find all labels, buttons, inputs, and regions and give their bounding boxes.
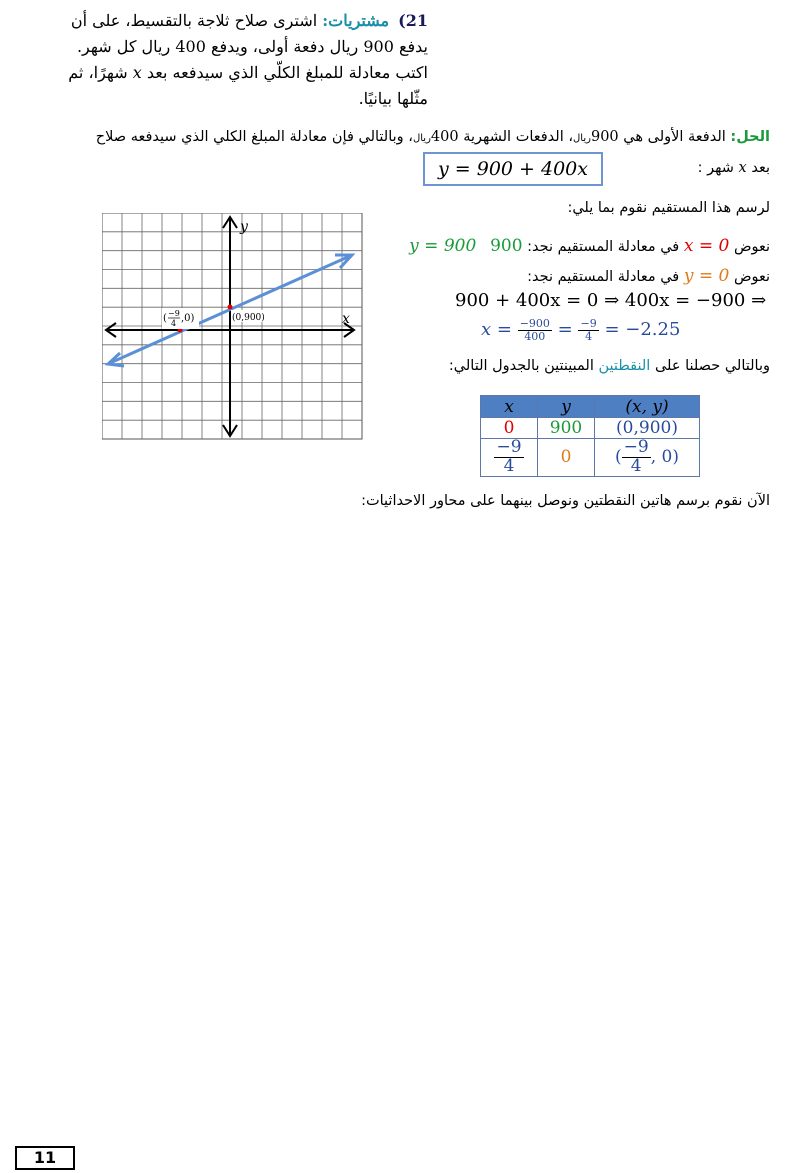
point2-label-close: ,0)	[181, 313, 195, 324]
table-row	[481, 418, 700, 439]
problem-var-x: x	[132, 63, 142, 82]
problem-statement	[8, 8, 428, 112]
solve-line-2	[481, 318, 680, 342]
table-frac-num: −9	[496, 437, 522, 457]
sub2-text-a: نعوض	[733, 269, 770, 285]
table-frac-den: 4	[503, 455, 515, 476]
table-header-row	[481, 396, 700, 418]
solution-text-a: الدفعة الأولى هي	[623, 129, 726, 145]
solve-fraction-1	[518, 318, 552, 342]
page-number: 11	[15, 1146, 75, 1170]
problem-text-3a: اكتب معادلة للمبلغ الكلّي الذي سيدفعه بعد	[146, 63, 428, 82]
point-0-900	[228, 305, 233, 310]
table-row	[481, 439, 700, 477]
table-cell: 0	[481, 418, 538, 439]
closing-text: الآن نقوم برسم هاتين النقطتين ونوصل بينهما على محاور الاحداثيات:	[361, 493, 770, 509]
substitution-x-zero	[409, 236, 770, 256]
solve-f1-den: 400	[524, 329, 546, 343]
solve-result: = −2.25	[604, 319, 681, 341]
solve-line-1: 900 + 400x = 0 ⇒ 400x = −900 ⇒	[455, 290, 767, 311]
solve-x: x =	[481, 319, 512, 341]
point2-label-num: −9	[168, 309, 180, 318]
table-cell: (0,900)	[595, 418, 700, 439]
sub1-text-a: نعوض	[733, 239, 770, 255]
table-intro-highlight: النقطتين	[598, 358, 651, 374]
table-cell: 900	[538, 418, 595, 439]
solve-f1-num: −900	[519, 317, 550, 330]
table-cell: 0	[538, 439, 595, 477]
table-intro	[449, 358, 770, 374]
after-var-x: x	[738, 160, 747, 176]
points-table	[480, 395, 700, 477]
problem-number: 21)	[398, 11, 428, 30]
solution-intro	[30, 126, 770, 150]
solve-fraction-2	[578, 318, 598, 342]
table-cell	[481, 439, 538, 477]
table-header-x: x	[481, 396, 538, 418]
coordinate-graph	[102, 213, 364, 441]
solve-f2-num: −9	[580, 317, 597, 330]
point2-label-den: 4	[171, 319, 177, 328]
pt-open: (	[615, 446, 622, 467]
plot-intro: لرسم هذا المستقيم نقوم بما يلي:	[567, 200, 770, 216]
sub1-result: y = 900	[409, 236, 477, 256]
sub1-text-b: في معادلة المستقيم نجد:	[527, 239, 680, 255]
point1-label: (0,900)	[232, 313, 265, 323]
solution-text-c: ، وبالتالي فإن معادلة المبلغ الكلي الذي سيدفعه صلاح	[95, 129, 413, 145]
solve-equals: =	[557, 319, 573, 341]
sub1-eq: x = 0	[683, 236, 730, 256]
point2-label-open: (	[163, 313, 167, 324]
sub2-eq: y = 0	[683, 266, 730, 286]
sub2-text-b: في معادلة المستقيم نجد:	[527, 269, 680, 285]
table-header-point: (x, y)	[595, 396, 700, 418]
problem-line-3	[8, 60, 428, 86]
gridlines	[102, 213, 362, 439]
problem-line-2: يدفع 900 ريال دفعة أولى، ويدفع 400 ريال كل شهر.	[76, 37, 428, 56]
monthly-payment: 400	[430, 129, 459, 145]
problem-keyword: مشتريات:	[322, 11, 390, 30]
table-point-fraction	[622, 439, 651, 476]
problem-line-1	[8, 8, 428, 34]
y-axis-label: y	[240, 219, 248, 235]
solution-label: الحل:	[730, 129, 770, 145]
after-text-b: شهر :	[697, 160, 734, 176]
x-axis-label: x	[342, 311, 350, 327]
pt-den: 4	[630, 455, 642, 476]
problem-text-1: اشترى صلاح ثلاجة بالتقسيط، على أن	[70, 11, 318, 30]
table-intro-b: المبينتين بالجدول التالي:	[448, 358, 594, 374]
problem-line-4: مثّلها بيانيًا.	[358, 89, 428, 108]
table-intro-a: وبالتالي حصلنا على	[654, 358, 770, 374]
sub1-num: 900	[490, 236, 523, 256]
solution-text-b: ، الدفعات الشهرية	[463, 129, 574, 145]
riyal-unit-1: ريال	[573, 133, 591, 144]
pt-num: −9	[623, 437, 649, 457]
table-header-y: y	[538, 396, 595, 418]
after-text-a: بعد	[751, 160, 770, 176]
table-cell	[595, 439, 700, 477]
problem-text-3b: شهرًا، ثم	[68, 63, 128, 82]
riyal-unit-2: ريال	[412, 133, 431, 144]
table-fraction	[494, 439, 523, 476]
equation-box: y = 900 + 400x	[423, 152, 603, 186]
substitution-y-zero	[527, 266, 770, 286]
first-payment: 900	[590, 129, 619, 145]
after-months-line	[698, 160, 770, 176]
pt-close: , 0)	[650, 446, 679, 467]
solve-f2-den: 4	[585, 329, 593, 343]
